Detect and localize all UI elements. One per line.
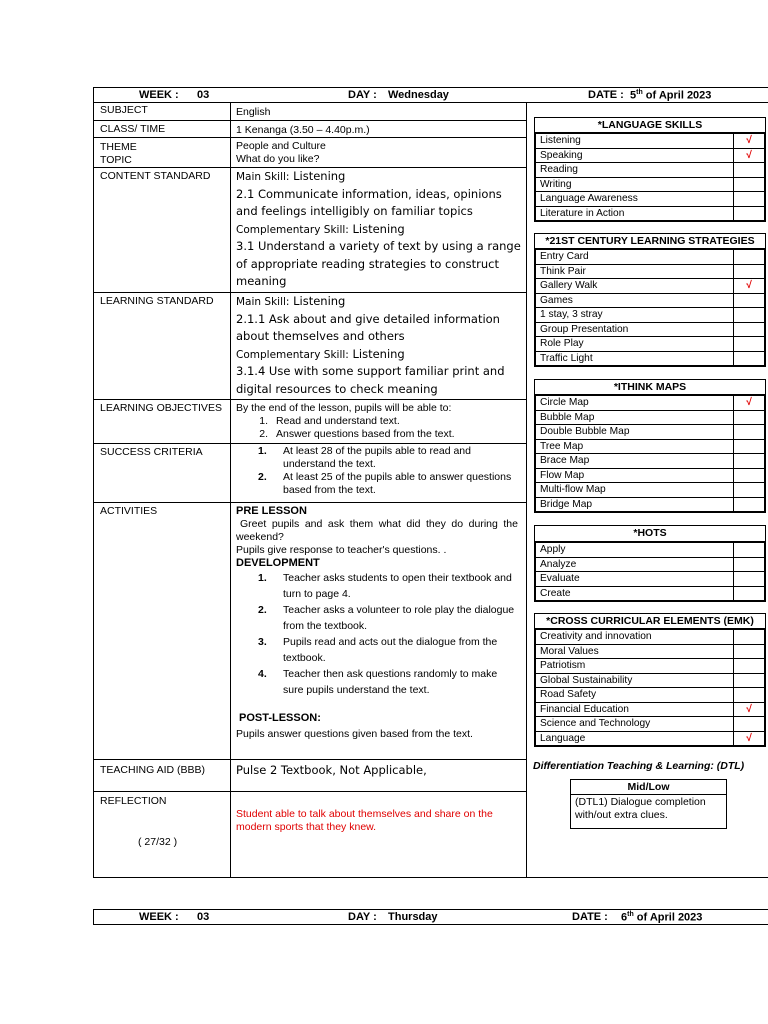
checkmark-cell: [734, 497, 765, 512]
checkmark-cell: [734, 644, 765, 659]
checklist-row: [536, 454, 765, 469]
language-skills-title: *LANGUAGE SKILLS: [535, 118, 765, 133]
checklist-label: Language: [536, 731, 734, 746]
checkmark-cell: [734, 425, 765, 440]
checklist-row: [536, 308, 765, 323]
content-standard-label: CONTENT STANDARD: [100, 170, 211, 182]
checkmark-cell: [734, 630, 765, 645]
checkmark-cell: [734, 293, 765, 308]
checklist-label: Apply: [536, 543, 734, 558]
teaching-aid-label: TEACHING AID (BBB): [100, 764, 206, 776]
checklist-label: Circle Map: [536, 396, 734, 411]
checklist-row: [536, 279, 765, 294]
checklist-label: Flow Map: [536, 468, 734, 483]
checklist-label: Patriotism: [536, 659, 734, 674]
checkmark-cell: [734, 557, 765, 572]
checkmark-cell: [734, 177, 765, 192]
week-value: 03: [197, 89, 210, 101]
checklist-row: [536, 717, 765, 732]
checklist-label: Double Bubble Map: [536, 425, 734, 440]
strategies-box: [534, 233, 766, 367]
theme-value: People and Culture: [236, 140, 326, 152]
checklist-label: Moral Values: [536, 644, 734, 659]
content-standard-main-text: 2.1 Communicate information, ideas, opinions and feelings intelligibly on familiar topics: [236, 186, 502, 218]
checklist-label: Global Sustainability: [536, 673, 734, 688]
checklist-label: Brace Map: [536, 454, 734, 469]
checkmark-cell: [734, 586, 765, 601]
checklist-row: [536, 483, 765, 498]
checklist-label: Bridge Map: [536, 497, 734, 512]
checkmark-cell: √: [734, 396, 765, 411]
checklist-label: Bubble Map: [536, 410, 734, 425]
class-label: CLASS/ TIME: [100, 123, 166, 135]
checkmark-cell: √: [734, 702, 765, 717]
day-value: Wednesday: [388, 89, 449, 101]
dtl-title: Differentiation Teaching & Learning: (DTL): [533, 760, 745, 772]
checklist-row: [536, 644, 765, 659]
checkmark-cell: √: [734, 279, 765, 294]
checklist-row: [536, 293, 765, 308]
checklist-row: [536, 148, 765, 163]
theme-label: THEME: [100, 141, 137, 153]
pre-lesson-title: PRE LESSON: [236, 505, 307, 517]
topic-label: TOPIC: [100, 154, 132, 166]
checkmark-cell: [734, 308, 765, 323]
checkmark-cell: √: [734, 134, 765, 149]
emk-title: *CROSS CURRICULAR ELEMENTS (EMK): [535, 614, 765, 629]
checkmark-cell: [734, 250, 765, 265]
checklist-row: [536, 688, 765, 703]
date-label: DATE :: [588, 89, 624, 101]
checklist-label: Games: [536, 293, 734, 308]
hots-table: [535, 542, 765, 601]
subject-value: English: [236, 106, 271, 118]
learning-standard-comp-text: 3.1.4 Use with some support familiar print and digital resources to check meaning: [236, 364, 505, 396]
checkmark-cell: [734, 410, 765, 425]
day-label-2: DAY :: [348, 911, 377, 923]
checkmark-cell: [734, 163, 765, 178]
checklist-label: Role Play: [536, 337, 734, 352]
checklist-row: [536, 586, 765, 601]
strategies-table: [535, 249, 765, 366]
checklist-row: [536, 497, 765, 512]
checklist-label: Speaking: [536, 148, 734, 163]
checkmark-cell: [734, 572, 765, 587]
learning-standard-label: LEARNING STANDARD: [100, 295, 214, 307]
development-title: DEVELOPMENT: [236, 557, 320, 569]
reflection-label: REFLECTION: [100, 795, 167, 807]
language-skills-table: [535, 133, 765, 221]
checklist-label: Reading: [536, 163, 734, 178]
emk-table: [535, 629, 765, 746]
checklist-row: [536, 702, 765, 717]
checkmark-cell: [734, 659, 765, 674]
language-skills-box: [534, 117, 766, 222]
checklist-row: [536, 410, 765, 425]
checklist-label: Group Presentation: [536, 322, 734, 337]
header-row-1: [93, 87, 768, 103]
checklist-row: [536, 192, 765, 207]
checklist-label: Language Awareness: [536, 192, 734, 207]
learning-objectives-label: LEARNING OBJECTIVES: [100, 402, 222, 414]
checklist-label: Entry Card: [536, 250, 734, 265]
hots-box: [534, 525, 766, 602]
checklist-row: [536, 572, 765, 587]
date-value-2: 6th of April 2023: [621, 911, 703, 924]
learning-standard: Main Skill: Listening 2.1.1 Ask about and give detailed information about themselves and others Complementary Skill: Listening 3.1.4 Use with some support familiar print and digital resources to check meaning: [236, 293, 522, 398]
checklist-row: [536, 264, 765, 279]
checkmark-cell: [734, 543, 765, 558]
checklist-label: Create: [536, 586, 734, 601]
checklist-label: Science and Technology: [536, 717, 734, 732]
checkmark-cell: [734, 337, 765, 352]
objectives-intro: By the end of the lesson, pupils will be able to:: [236, 402, 452, 414]
checkmark-cell: √: [734, 148, 765, 163]
checklist-row: [536, 425, 765, 440]
week-label-2: WEEK :: [139, 911, 179, 923]
post-lesson-title: POST-LESSON:: [239, 712, 321, 724]
checklist-label: Traffic Light: [536, 351, 734, 366]
checklist-label: Literature in Action: [536, 206, 734, 221]
checklist-label: Evaluate: [536, 572, 734, 587]
activities-label: ACTIVITIES: [100, 505, 158, 517]
checklist-row: [536, 134, 765, 149]
ithink-table: [535, 395, 765, 512]
checklist-label: Writing: [536, 177, 734, 192]
week-value-2: 03: [197, 911, 210, 923]
date-label-2: DATE :: [572, 911, 608, 923]
date-value: 5th of April 2023: [630, 89, 712, 102]
emk-box: [534, 613, 766, 747]
checklist-row: [536, 673, 765, 688]
ithink-box: [534, 379, 766, 513]
checklist-label: Analyze: [536, 557, 734, 572]
checklist-row: [536, 322, 765, 337]
checkmark-cell: [734, 483, 765, 498]
checklist-row: [536, 543, 765, 558]
checkmark-cell: √: [734, 731, 765, 746]
dtl-text: (DTL1) Dialogue completion with/out extra clues.: [575, 796, 706, 821]
topic-value: What do you like?: [236, 153, 320, 165]
content-standard: Main Skill: Listening 2.1 Communicate information, ideas, opinions and feelings intelligibly on familiar topics Complementary Skill: Listening 3.1 Understand a variety of text by using a range of appropriate reading strategies to construct meaning: [236, 168, 522, 291]
success-criteria-label: SUCCESS CRITERIA: [100, 446, 203, 458]
dtl-col-title: Mid/Low: [571, 780, 726, 795]
checklist-label: Think Pair: [536, 264, 734, 279]
checkmark-cell: [734, 454, 765, 469]
reflection-score: ( 27/32 ): [138, 836, 178, 848]
checkmark-cell: [734, 206, 765, 221]
checklist-row: [536, 630, 765, 645]
header-row-2: [93, 909, 768, 925]
reflection-text: Student able to talk about themselves and share on the modern sports that they knew.: [236, 808, 493, 833]
subject-label: SUBJECT: [100, 104, 148, 116]
checkmark-cell: [734, 322, 765, 337]
hots-title: *HOTS: [535, 526, 765, 542]
checkmark-cell: [734, 468, 765, 483]
checklist-row: [536, 557, 765, 572]
checkmark-cell: [734, 439, 765, 454]
checklist-label: Road Safety: [536, 688, 734, 703]
strategies-title: *21ST CENTURY LEARNING STRATEGIES: [535, 234, 765, 249]
checklist-row: [536, 659, 765, 674]
week-label: WEEK :: [139, 89, 179, 101]
day-label: DAY :: [348, 89, 377, 101]
checklist-row: [536, 177, 765, 192]
activities: PRE LESSON Greet pupils and ask them what did they do during the weekend? Pupils give response to teacher's questions. . DEVELOPMENT 1. Teacher asks students to open their textbook and turn to page 4. 2. Teacher asks a volunteer to role play the dialogue from the textbook. 3. Pupils read and acts out the dialogue from the textbook. 4. Teacher then ask questions randomly to make sure pupils understand the text. POST-LESSON: Pupils answer questions given based from the text.: [236, 505, 518, 740]
learning-objectives: By the end of the lesson, pupils will be able to: 1. Read and understand text. 2. Answer questions based from the text.: [236, 402, 522, 441]
checklist-label: Creativity and innovation: [536, 630, 734, 645]
checklist-label: Listening: [536, 134, 734, 149]
checkmark-cell: [734, 673, 765, 688]
checkmark-cell: [734, 264, 765, 279]
checklist-label: Multi-flow Map: [536, 483, 734, 498]
day-value-2: Thursday: [388, 911, 438, 923]
learning-standard-main-text: 2.1.1 Ask about and give detailed information about themselves and others: [236, 311, 500, 343]
checklist-row: [536, 250, 765, 265]
checklist-row: [536, 206, 765, 221]
class-value: 1 Kenanga (3.50 – 4.40p.m.): [236, 124, 370, 136]
teaching-aid-value: Pulse 2 Textbook, Not Applicable,: [236, 763, 427, 777]
checklist-label: Gallery Walk: [536, 279, 734, 294]
ithink-title: *ITHINK MAPS: [535, 380, 765, 395]
checklist-row: [536, 337, 765, 352]
checklist-row: [536, 396, 765, 411]
checklist-label: 1 stay, 3 stray: [536, 308, 734, 323]
checklist-row: [536, 163, 765, 178]
checkmark-cell: [734, 351, 765, 366]
checklist-label: Financial Education: [536, 702, 734, 717]
content-standard-comp-text: 3.1 Understand a variety of text by using a range of appropriate reading strategies to construct meaning: [236, 239, 521, 288]
checklist-row: [536, 439, 765, 454]
checklist-label: Tree Map: [536, 439, 734, 454]
success-criteria: 1. At least 28 of the pupils able to read and understand the text. 2. At least 25 of the pupils able to answer questions based from the text.: [258, 445, 512, 496]
checkmark-cell: [734, 717, 765, 732]
checklist-row: [536, 468, 765, 483]
checklist-row: [536, 731, 765, 746]
checklist-row: [536, 351, 765, 366]
checkmark-cell: [734, 192, 765, 207]
checkmark-cell: [734, 688, 765, 703]
dtl-box: [570, 779, 727, 829]
